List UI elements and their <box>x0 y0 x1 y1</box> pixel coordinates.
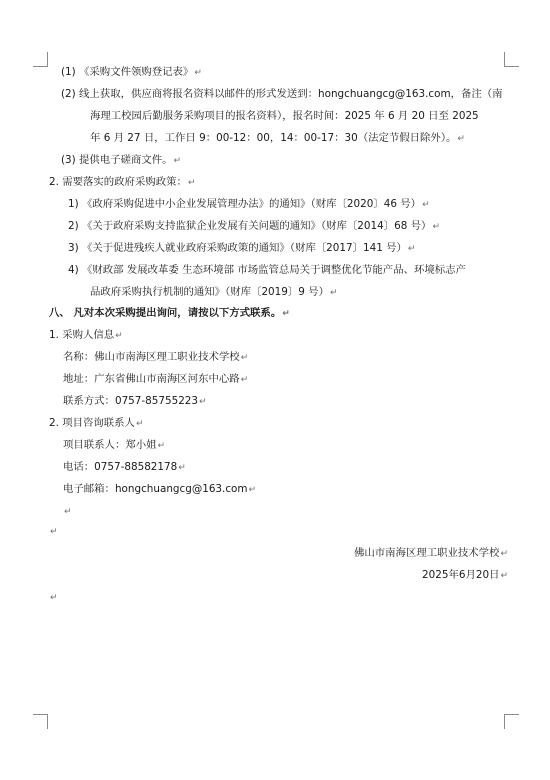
paragraph-mark: ↵ <box>248 485 257 495</box>
paragraph-mark: ↵ <box>457 134 465 144</box>
paragraph-mark: ↵ <box>194 68 202 78</box>
paragraph-mark: ↵ <box>240 353 249 363</box>
empty-paragraph <box>49 524 58 539</box>
empty-paragraph <box>63 504 72 519</box>
section-heading-policies: 2. 需要落实的政府采购政策：↵ <box>49 176 196 188</box>
paragraph-mark: ↵ <box>50 593 58 603</box>
list-item-online-registration: (2) 线上获取，供应商将报名资料以邮件的形式发送到：hongchuangcg@163.com，备注（南 <box>61 88 503 100</box>
purchaser-address: 地址：广东省佛山市南海区河东中心路↵ <box>63 373 249 385</box>
purchaser-phone: 联系方式：0757-85755223↵ <box>63 395 207 407</box>
paragraph-mark: ↵ <box>64 507 72 517</box>
paragraph-mark: ↵ <box>432 222 440 232</box>
policy-item-cont: 品政府采购执行机制的通知》（财库〔2019〕9 号）↵ <box>90 286 338 298</box>
policy-item: 2) 《关于政府采购支持监狱企业发展有关问题的通知》（财库〔2014〕68 号）↵ <box>68 220 440 232</box>
list-item-signup-form: (1) 《采购文件领购登记表》↵ <box>61 66 202 78</box>
empty-paragraph <box>49 590 58 605</box>
policy-item: 3) 《关于促进残疾人就业政府采购政策的通知》（财库〔2017〕141 号）↵ <box>68 242 416 254</box>
signature-date: 2025年6月20日↵ <box>422 569 508 581</box>
policy-item: 4) 《财政部 发展改革委 生态环境部 市场监管总局关于调整优化节能产品、环境标志产 <box>68 264 466 276</box>
list-item-online-registration-cont: 海理工校园后勤服务采购项目的报名资料），报名时间：2025 年 6 月 20 日至 2025 <box>90 110 479 122</box>
project-contact-email: 电子邮箱：hongchuangcg@163.com↵ <box>63 483 257 495</box>
paragraph-mark: ↵ <box>187 178 196 188</box>
paragraph-mark: ↵ <box>178 463 186 473</box>
project-contact-phone: 电话：0757-88582178↵ <box>63 461 186 473</box>
paragraph-mark: ↵ <box>115 331 123 341</box>
paragraph-mark: ↵ <box>422 200 430 210</box>
corner-crop-mark <box>504 52 519 67</box>
project-contact-person: 项目联系人：郑小姐↵ <box>63 439 166 451</box>
corner-crop-mark <box>504 714 519 729</box>
paragraph-mark: ↵ <box>50 527 58 537</box>
paragraph-mark: ↵ <box>240 375 249 385</box>
policy-item: 1) 《政府采购促进中小企业发展管理办法》的通知》（财库〔2020〕46 号）↵ <box>68 198 430 210</box>
list-item-online-registration-cont: 年 6 月 27 日，工作日 9：00-12：00，14：00-17：30（法定节假日除外）。↵ <box>90 132 465 144</box>
paragraph-mark: ↵ <box>282 309 290 319</box>
paragraph-mark: ↵ <box>135 419 144 429</box>
list-item-electronic-docs: (3) 提供电子磋商文件。↵ <box>61 154 182 166</box>
subheading-project-contact: 2. 项目咨询联系人↵ <box>49 417 144 429</box>
paragraph-mark: ↵ <box>157 441 166 451</box>
paragraph-mark: ↵ <box>500 571 508 581</box>
corner-crop-mark <box>33 52 48 67</box>
section-heading-contact: 八、 凡对本次采购提出询问，请按以下方式联系。↵ <box>49 307 290 319</box>
paragraph-mark: ↵ <box>329 288 338 298</box>
paragraph-mark: ↵ <box>407 244 416 254</box>
paragraph-mark: ↵ <box>173 156 182 166</box>
purchaser-name: 名称：佛山市南海区理工职业技术学校↵ <box>63 351 249 363</box>
signature-organization: 佛山市南海区理工职业技术学校↵ <box>353 547 508 559</box>
paragraph-mark: ↵ <box>500 549 508 559</box>
paragraph-mark: ↵ <box>199 397 207 407</box>
corner-crop-mark <box>33 714 48 729</box>
subheading-purchaser-info: 1. 采购人信息↵ <box>49 329 123 341</box>
